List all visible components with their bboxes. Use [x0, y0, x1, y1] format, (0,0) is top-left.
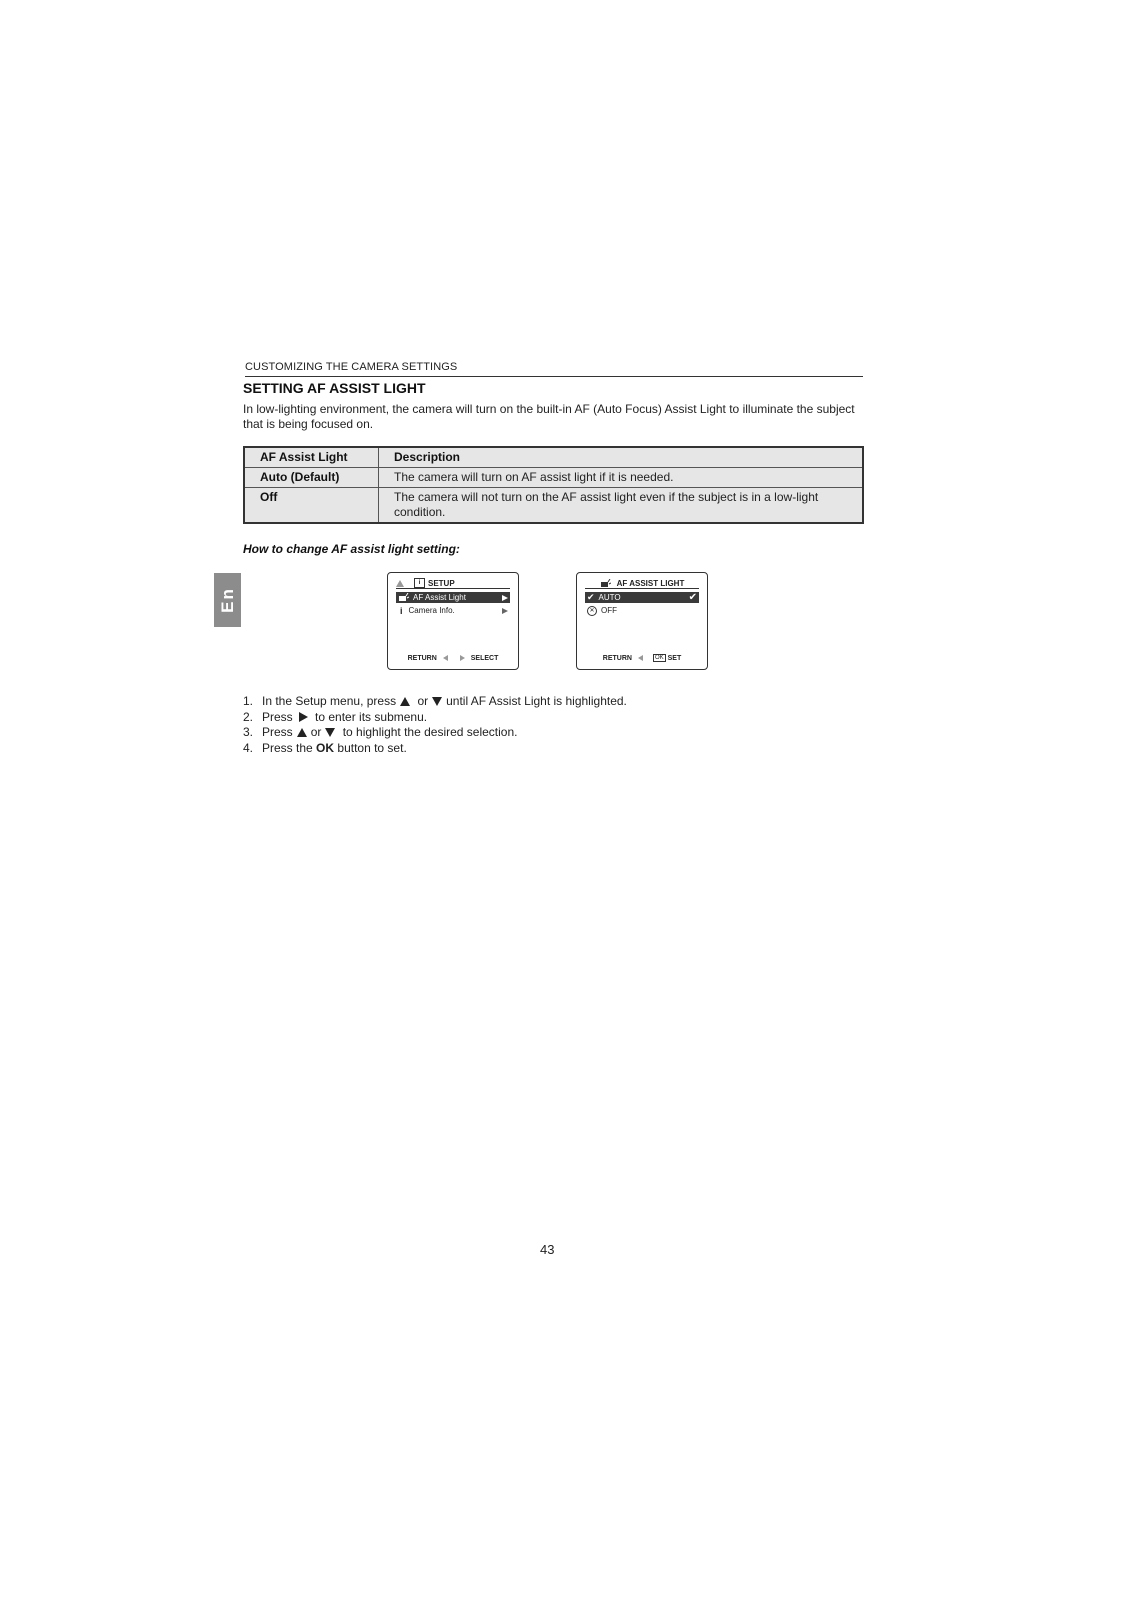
page-number: 43 — [540, 1242, 555, 1257]
up-arrow-icon — [396, 580, 404, 587]
step-text: In the Setup menu, press or until AF Assist Light is highlighted. — [262, 694, 627, 708]
menu-item-label: Camera Info. — [408, 606, 455, 615]
language-tab-label: En — [217, 587, 237, 613]
return-label: RETURN — [407, 654, 437, 662]
up-arrow-icon — [400, 697, 410, 706]
page-title: SETTING AF ASSIST LIGHT — [243, 380, 426, 396]
af-assist-title: AF ASSIST LIGHT — [616, 578, 685, 588]
intro-paragraph: In low-lighting environment, the camera will turn on the built-in AF (Auto Focus) Assist Light to illuminate the subject that is being focused on. — [243, 402, 855, 431]
return-label: RETURN — [602, 654, 632, 662]
step-text: Press or to highlight the desired selection. — [262, 725, 518, 739]
menu-item-label: AF Assist Light — [413, 593, 466, 602]
menu-item-camera-info[interactable] — [396, 605, 510, 616]
setup-menu-footer — [396, 653, 510, 663]
list-item — [243, 741, 863, 757]
language-tab — [214, 573, 241, 627]
table-header-description: Description — [379, 447, 864, 468]
info-icon: i — [400, 605, 403, 616]
down-arrow-icon — [432, 697, 442, 706]
step-text: Press the OK button to set. — [262, 740, 407, 755]
section-header: CUSTOMIZING THE CAMERA SETTINGS — [245, 361, 863, 377]
step-number: 1. — [243, 694, 254, 708]
step-number: 3. — [243, 725, 254, 739]
left-arrow-icon — [638, 655, 643, 661]
right-arrow-icon — [299, 712, 308, 722]
table-cell-description: The camera will turn on AF assist light if it is needed. — [379, 468, 864, 488]
table-cell-option: Off — [244, 488, 379, 524]
table-row — [244, 468, 863, 488]
setup-menu-screen — [387, 572, 519, 670]
option-label: AUTO — [598, 593, 621, 602]
table-header-option: AF Assist Light — [244, 447, 379, 468]
step-number: 4. — [243, 740, 254, 755]
option-off[interactable] — [585, 605, 699, 616]
ok-box-icon: OK — [654, 655, 664, 661]
submenu-arrow-icon — [502, 595, 508, 601]
af-assist-table — [243, 446, 864, 524]
af-light-icon — [600, 579, 611, 588]
setup-menu-title: SETUP — [428, 578, 455, 588]
af-assist-footer — [585, 653, 699, 663]
howto-heading: How to change AF assist light setting: — [243, 542, 460, 556]
list-item — [243, 694, 863, 710]
up-arrow-icon — [297, 728, 307, 737]
table-header-row — [244, 447, 863, 468]
down-arrow-icon — [325, 728, 335, 737]
submenu-arrow-icon — [502, 608, 508, 614]
checkmark-icon: ✔ — [587, 592, 595, 602]
off-circle-icon: ✕ — [587, 606, 597, 616]
right-arrow-icon — [460, 655, 465, 661]
table-row — [244, 488, 863, 524]
option-auto[interactable] — [585, 592, 699, 603]
option-label: OFF — [601, 606, 617, 615]
af-light-icon — [398, 593, 409, 602]
menu-item-af-assist-light[interactable] — [396, 592, 510, 603]
set-label: SET — [667, 654, 682, 662]
step-number: 2. — [243, 709, 254, 724]
list-item — [243, 710, 863, 726]
table-cell-option: Auto (Default) — [244, 468, 379, 488]
table-cell-description: The camera will not turn on the AF assist light even if the subject is in a low-light condition. — [379, 488, 864, 524]
instruction-steps — [243, 694, 863, 756]
setup-menu-header — [396, 578, 510, 589]
select-label: SELECT — [470, 654, 499, 662]
left-arrow-icon — [443, 655, 448, 661]
af-assist-screen — [576, 572, 708, 670]
list-item — [243, 725, 863, 741]
selected-check-icon: ✔ — [688, 592, 697, 603]
info-box-icon: i — [414, 578, 425, 588]
step-text: Press to enter its submenu. — [262, 709, 428, 724]
af-assist-header — [585, 578, 699, 589]
